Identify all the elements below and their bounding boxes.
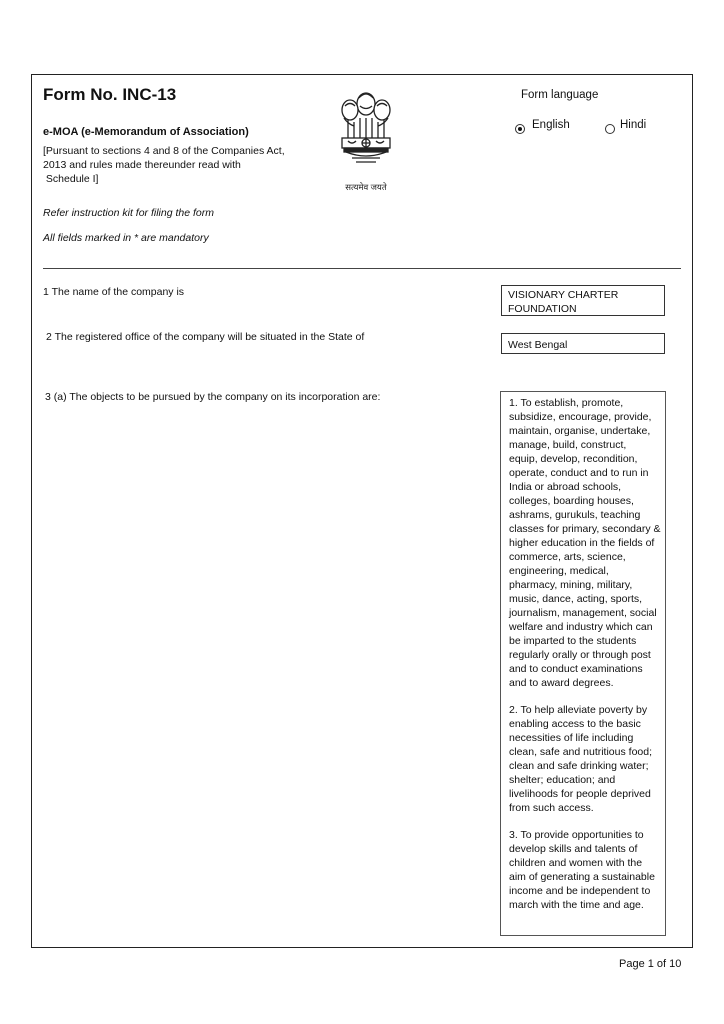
object-line: and to conduct examinations [509,663,643,675]
state-label: 2 The registered office of the company will be situated in the State of [46,331,365,343]
pursuant-line: [Pursuant to sections 4 and 8 of the Companies Act, [43,145,285,157]
object-line: march with the time and age. [509,899,644,911]
object-line: classes for primary, secondary & [509,523,661,535]
instruction-kit-note: Refer instruction kit for filing the form [43,207,214,219]
object-paragraph [509,396,665,690]
object-line: shelter; education; and [509,774,616,786]
english-option-label[interactable]: English [532,119,570,131]
object-line: manage, build, construct, [509,439,627,451]
object-line: develop skills and talents of [509,843,638,855]
object-line: livelihoods for people deprived [509,788,651,800]
object-line: commerce, arts, science, [509,551,626,563]
form-number: Form No. INC-13 [43,85,177,104]
object-line: from such access. [509,802,594,814]
company-name-field[interactable] [501,285,665,316]
object-line: regularly orally or through post [509,649,651,661]
object-line: be imparted to the students [509,635,637,647]
object-line: India or abroad schools, [509,481,622,493]
company-name-line: VISIONARY CHARTER [508,289,619,301]
object-line: income and be independent to [509,885,651,897]
hindi-option-label[interactable]: Hindi [620,119,647,131]
section-divider [43,268,681,269]
object-line: pharmacy, mining, military, [509,579,633,591]
object-line: equip, develop, recondition, [509,453,638,465]
object-line: 3. To provide opportunities to [509,829,644,841]
object-paragraph [509,703,665,815]
form-language-label: Form language [521,89,599,101]
object-line: operate, conduct and to run in [509,467,649,479]
object-line: necessities of life including [509,732,634,744]
english-radio[interactable] [515,124,525,134]
pursuant-line: 2013 and rules made thereunder read with [43,159,241,171]
pursuant-line: Schedule I] [43,173,99,185]
company-name-label: 1 The name of the company is [43,286,185,298]
form-title: e-MOA (e-Memorandum of Association) [43,126,249,138]
object-line: subsidize, encourage, provide, [509,411,652,423]
object-line: enabling access to the basic [509,718,641,730]
emblem-motto: सत्यमेव जयते [345,182,387,192]
object-line: aim of generating a sustainable [509,871,655,883]
object-line: children and women with the [509,857,643,869]
objects-label: 3 (a) The objects to be pursued by the company on its incorporation are: [45,391,381,403]
object-line: music, dance, acting, sports, [509,593,643,605]
state-emblem-icon [332,84,400,194]
object-line: maintain, organise, undertake, [509,425,651,437]
mandatory-fields-note: All fields marked in * are mandatory [43,232,209,244]
object-line: ashrams, gurukuls, teaching [509,509,641,521]
object-line: colleges, boarding houses, [509,495,634,507]
hindi-radio[interactable] [605,124,615,134]
object-line: clean and safe drinking water; [509,760,649,772]
page-number: Page 1 of 10 [619,958,682,970]
object-line: 2. To help alleviate poverty by [509,704,648,716]
object-line: clean, safe and nutritious food; [509,746,653,758]
state-field[interactable]: West Bengal [501,333,665,354]
object-line: higher education in the fields of [509,537,655,549]
object-line: and to award degrees. [509,677,614,689]
company-name-line: FOUNDATION [508,303,577,315]
object-line: engineering, medical, [509,565,609,577]
object-line: 1. To establish, promote, [509,397,624,409]
object-line: journalism, management, social [509,607,657,619]
pursuant-note [43,144,313,186]
object-paragraph [509,828,665,912]
objects-textarea[interactable] [500,391,666,936]
object-line: welfare and industry which can [509,621,653,633]
